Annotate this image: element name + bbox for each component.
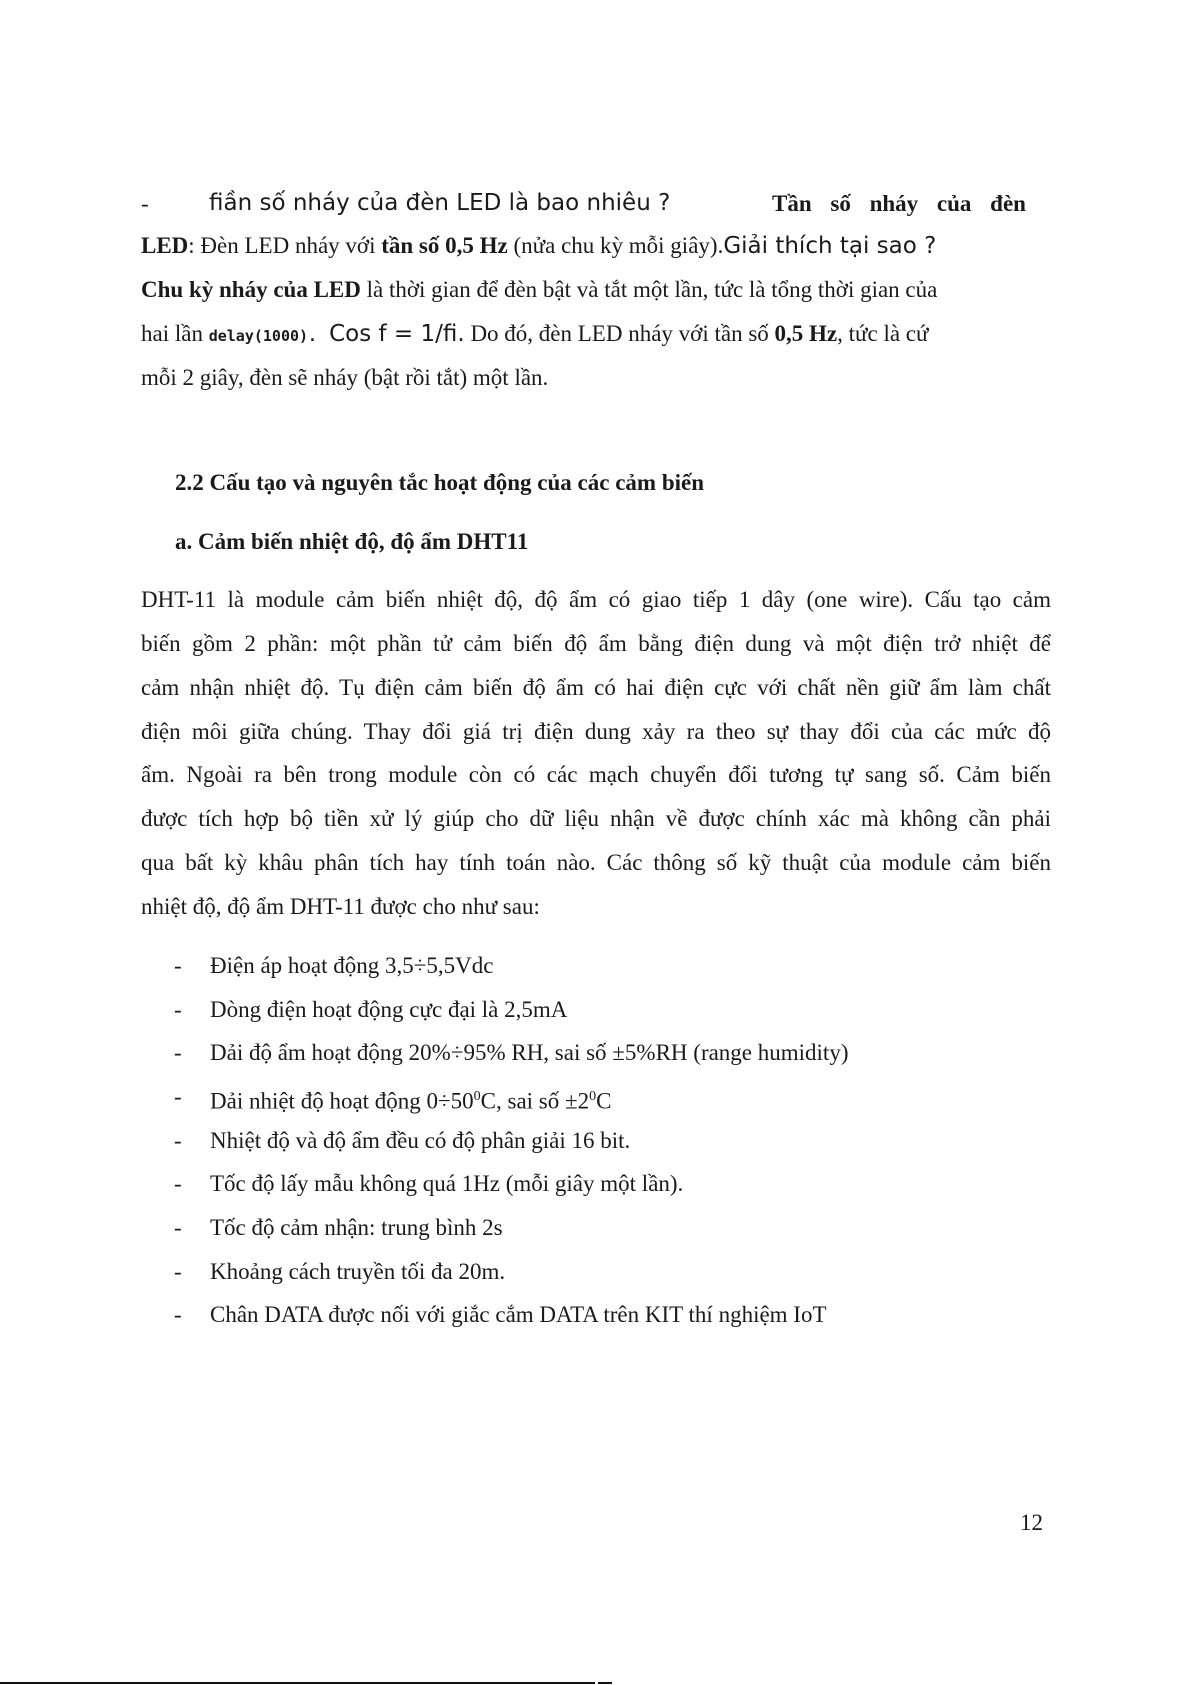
code-delay-dot: . — [308, 327, 318, 345]
subsection-heading: a. Cảm biến nhiệt độ, độ ẩm DHT11 — [175, 529, 529, 554]
spec-data-pin: Chân DATA được nối với giắc cắm DATA trên KIT thí nghiệm IoT — [210, 1302, 827, 1327]
answer-blink-line — [141, 363, 1051, 393]
answer-cycle-line — [141, 275, 1051, 305]
code-delay: delay(1000) — [208, 327, 309, 345]
answer-led-label: LED — [141, 233, 189, 258]
list-bullet: - — [174, 1171, 182, 1196]
paragraph-line: được tích hợp bộ tiền xử lý giúp cho dữ liệu nhận về được chính xác mà không cần phải — [141, 806, 1051, 831]
list-bullet: - — [174, 953, 182, 978]
list-bullet: - — [174, 1215, 182, 1240]
spec-current: Dòng điện hoạt động cực đại là 2,5mA — [210, 997, 568, 1022]
intro-dash: - — [141, 191, 149, 216]
paragraph-line: DHT-11 là module cảm biến nhiệt độ, độ ẩm có giao tiếp 1 dây (one wire). Cấu tạo cảm — [141, 587, 1051, 612]
paragraph-line: ẩm. Ngoài ra bên trong module còn có các mạch chuyển đổi tương tự sang số. Cảm biến — [141, 762, 1051, 787]
spec-temperature-range — [210, 1082, 611, 1117]
spec-resolution: Nhiệt độ và độ ẩm đều có độ phân giải 16 bit. — [210, 1128, 631, 1153]
degree-superscript: 0 — [473, 1089, 481, 1104]
formula-frequency: Cos f = 1/ﬁ. — [329, 321, 465, 347]
paragraph-line: cảm nhận nhiệt độ. Tụ điện cảm biến độ ẩm có hai điện cực với chất nền giữ ẩm làm chất — [141, 675, 1051, 700]
answer-blink-text: mỗi 2 giây, đèn sẽ nháy (bật rồi tắt) một lần. — [141, 365, 549, 390]
answer-half-cycle: (nửa chu kỳ mỗi giây). — [507, 233, 724, 258]
bottom-divider-short — [598, 1682, 612, 1684]
paragraph-line: qua bất kỳ khâu phân tích hay tính toán nào. Các thông số kỹ thuật của module cảm biến — [141, 850, 1051, 875]
answer-delay-pre: hai lần — [141, 321, 209, 346]
section-heading: 2.2 Cấu tạo và nguyên tắc hoạt động của các cảm biến — [175, 470, 705, 495]
answer-delay-mid: Do đó, đèn LED nháy với tần số — [464, 321, 775, 346]
question-why: Giải thích tại sao ? — [723, 233, 937, 259]
list-bullet: - — [174, 997, 182, 1022]
answer-delay-line — [141, 319, 1051, 349]
answer-led-text: : Đèn LED nháy với — [188, 233, 382, 258]
answer-frequency-heading: Tần số nháy của đèn — [772, 191, 1026, 216]
list-bullet: - — [174, 1084, 182, 1109]
spec-temperature-text: Dải nhiệt độ hoạt động 0÷50 — [210, 1088, 474, 1114]
answer-delay-end: , tức là cứ — [837, 321, 929, 346]
list-bullet: - — [174, 1040, 182, 1065]
spec-temperature-error: C, sai số ±2 — [480, 1088, 590, 1114]
answer-cycle-label: Chu kỳ nháy của LED — [141, 277, 361, 302]
list-bullet: - — [174, 1128, 182, 1153]
spec-temperature-unit: C — [596, 1088, 612, 1114]
paragraph-line: điện môi giữa chúng. Thay đổi giá trị điện dung xảy ra theo sự thay đổi của các mức độ — [141, 719, 1051, 744]
answer-frequency-line — [141, 231, 1051, 261]
spec-response-time: Tốc độ cảm nhận: trung bình 2s — [210, 1215, 503, 1240]
answer-cycle-text: là thời gian để đèn bật và tắt một lần, tức là tổng thời gian của — [360, 277, 938, 302]
bottom-divider — [0, 1682, 595, 1684]
spec-distance: Khoảng cách truyền tối đa 20m. — [210, 1259, 506, 1284]
spec-voltage: Điện áp hoạt động 3,5÷5,5Vdc — [210, 953, 494, 978]
list-bullet: - — [174, 1302, 182, 1327]
answer-frequency-value-2: 0,5 Hz — [774, 321, 838, 346]
spec-sampling-rate: Tốc độ lấy mẫu không quá 1Hz (mỗi giây một lần). — [210, 1171, 684, 1196]
paragraph-line: biến gồm 2 phần: một phần tử cảm biến độ ẩm bằng điện dung và một điện trở nhiệt để — [141, 631, 1051, 656]
degree-superscript: 0 — [589, 1089, 597, 1104]
paragraph-line: nhiệt độ, độ ẩm DHT-11 được cho như sau: — [141, 894, 540, 919]
answer-frequency-value: tần số 0,5 Hz — [381, 233, 508, 258]
question-frequency: ﬁần số nháy của đèn LED là bao nhiêu ? — [209, 190, 671, 216]
page-number: 12 — [1020, 1510, 1043, 1535]
list-bullet: - — [174, 1259, 182, 1284]
spec-humidity-range: Dải độ ẩm hoạt động 20%÷95% RH, sai số ±5%RH (range humidity) — [210, 1040, 849, 1065]
